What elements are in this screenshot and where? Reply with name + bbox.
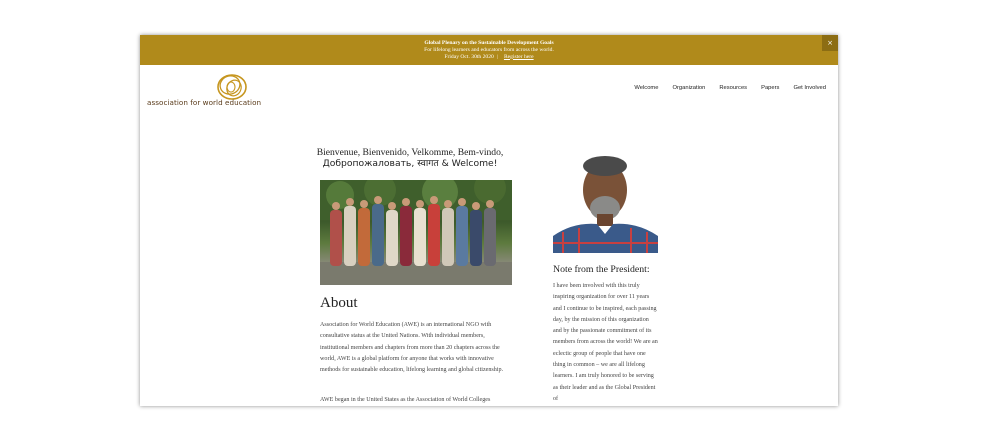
register-link[interactable]: Register here — [503, 53, 534, 60]
banner-subtitle: For lifelong learners and educators from across the world. — [424, 46, 554, 53]
announcement-banner — [140, 35, 838, 65]
group-photo — [320, 180, 512, 285]
group-photo-illustration — [320, 180, 512, 285]
close-icon: × — [827, 39, 833, 47]
banner-date: Friday Oct. 30th 2020 — [444, 53, 494, 60]
about-paragraph-1: Association for World Education (AWE) is an international NGO with consultative status at the United Nations. With individual members, institutional members and chapters from more than 20 chapters across the world, AWE is a global platform for anyone that works with innovative methods for sustainable education, lifelong learning and global citizenship. — [320, 322, 504, 374]
banner-separator: | — [496, 53, 498, 60]
note-paragraph: I have been involved with this truly inspiring organization for over 11 years and I continue to be inspired, each passing day, by the mission of this organization and by the passionate commitment of its members from across the world! We are an eclectic group of people that have one thing in common – we are all lifelong learners. I am truly honored to be serving as their leader and as the Global President of — [553, 283, 658, 402]
site-header — [140, 65, 838, 125]
about-paragraph-2: AWE began in the United States as the Association of World Colleges — [320, 397, 491, 403]
nav-organization[interactable]: Organization — [672, 85, 706, 91]
logo-text: association for world education — [147, 98, 262, 107]
welcome-greeting — [310, 147, 510, 169]
banner-title: Global Plenary on the Sustainable Development Goals — [424, 40, 554, 46]
site-logo[interactable] — [147, 71, 262, 111]
nav-welcome[interactable]: Welcome — [634, 85, 659, 91]
president-photo — [553, 148, 658, 253]
about-heading: About — [320, 295, 358, 311]
welcome-line-1: Bienvenue, Bienvenido, Velkomme, Bem-vindo, — [316, 147, 504, 158]
president-portrait — [553, 148, 658, 253]
main-nav — [634, 85, 826, 91]
note-heading: Note from the President: — [553, 264, 650, 275]
nav-papers[interactable]: Papers — [761, 85, 780, 91]
banner-date-row — [140, 54, 838, 61]
banner-close-button[interactable] — [822, 35, 838, 51]
welcome-line-2: Добропожаловать, स्वागत & Welcome! — [322, 158, 498, 169]
nav-resources[interactable]: Resources — [719, 85, 748, 91]
browser-page — [140, 35, 838, 406]
nav-get-involved[interactable]: Get Involved — [793, 85, 826, 91]
